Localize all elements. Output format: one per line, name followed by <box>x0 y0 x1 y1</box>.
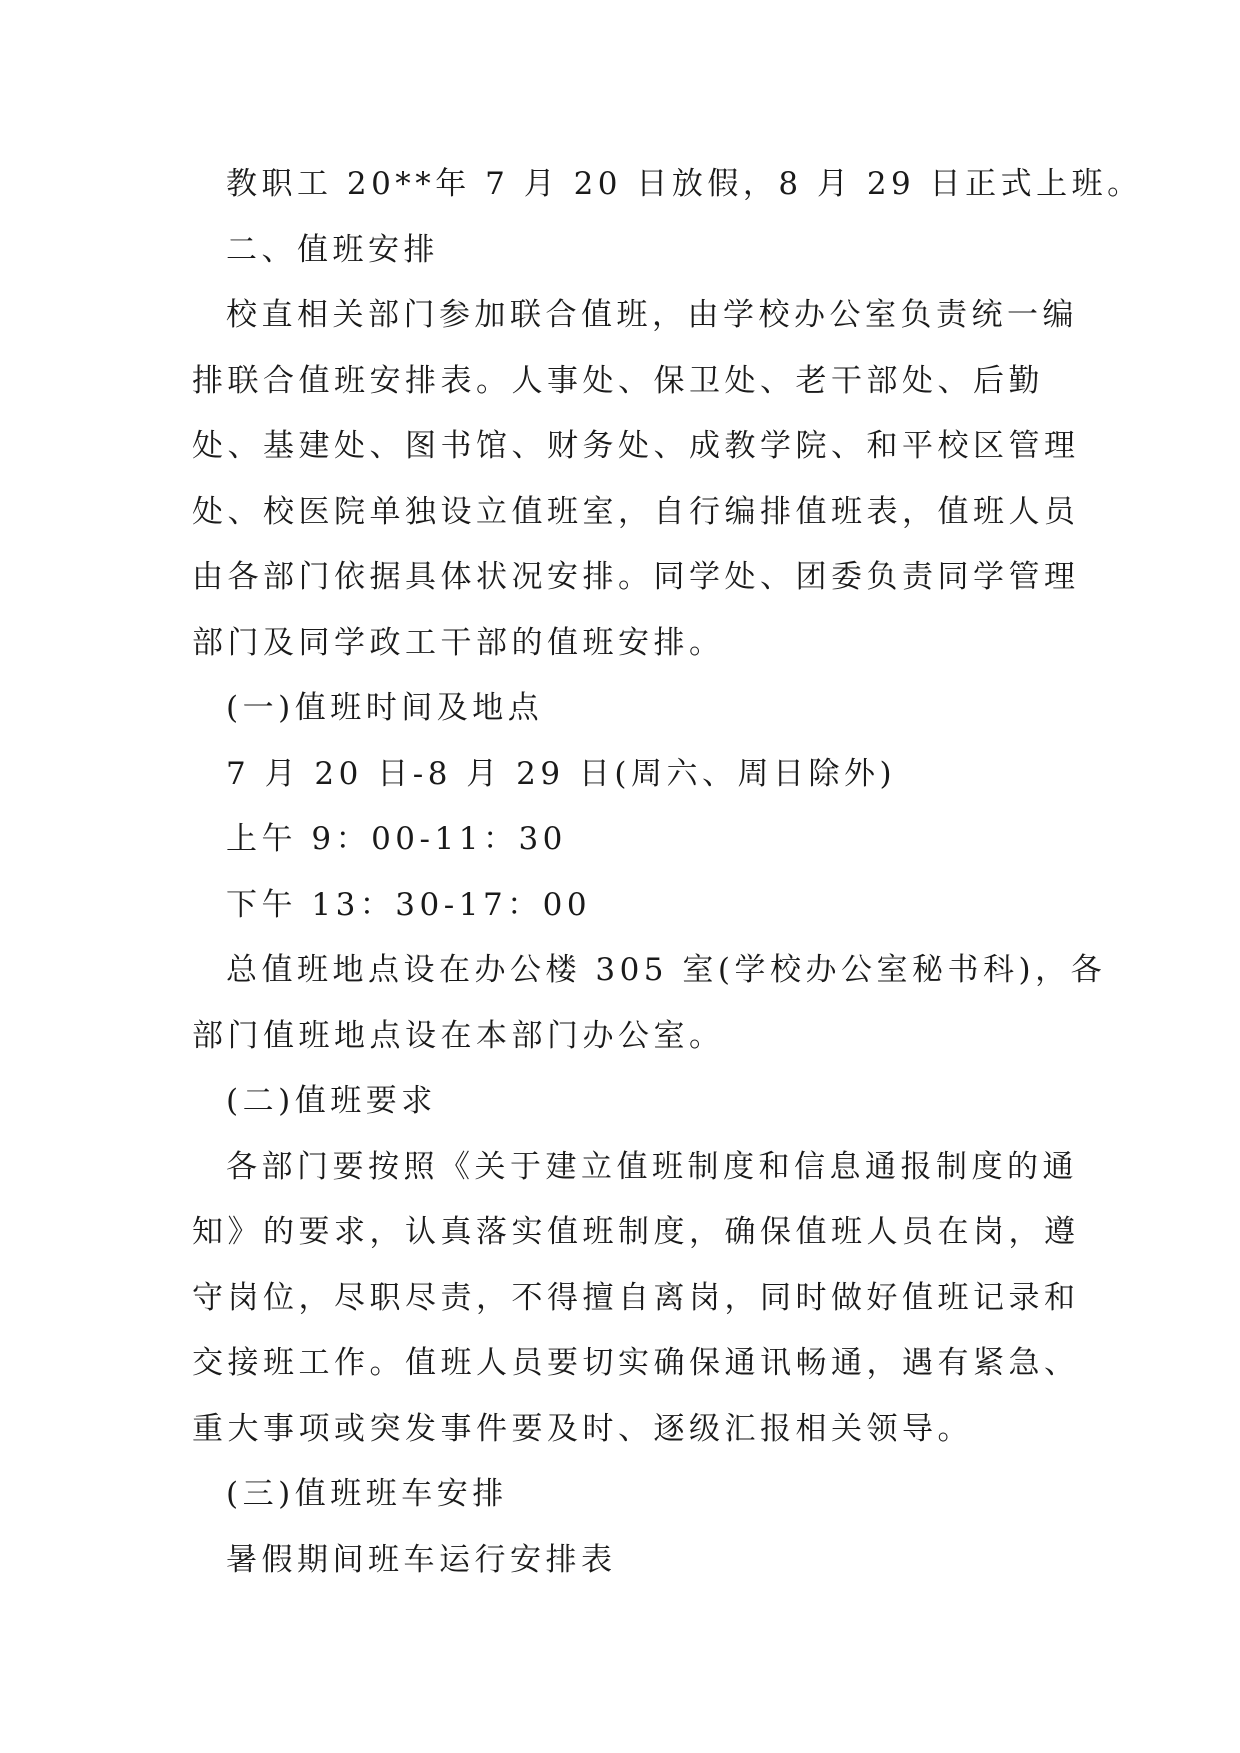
paragraph-line: 校直相关部门参加联合值班，由学校办公室负责统一编 <box>226 297 1078 333</box>
paragraph-line: 总值班地点设在办公楼 305 室(学校办公室秘书科)，各 <box>226 952 1107 988</box>
paragraph-line: 排联合值班安排表。人事处、保卫处、老干部处、后勤 <box>192 362 1044 399</box>
paragraph-line: 由各部门依据具体状况安排。同学处、团委负责同学管理 <box>192 559 1080 595</box>
subsection-heading: (二)值班要求 <box>226 1083 437 1119</box>
document-body <box>192 152 1143 1593</box>
paragraph-line: 7 月 20 日-8 月 29 日(周六、周日除外) <box>226 755 897 792</box>
paragraph-line: 重大事项或突发事件要及时、逐级汇报相关领导。 <box>192 1410 973 1447</box>
paragraph-line: 处、基建处、图书馆、财务处、成教学院、和平校区管理 <box>192 428 1080 464</box>
paragraph-line: 守岗位，尽职尽责，不得擅自离岗，同时做好值班记录和 <box>192 1279 1080 1316</box>
subsection-heading: (三)值班班车安排 <box>226 1476 508 1512</box>
paragraph-line: 交接班工作。值班人员要切实确保通讯畅通，遇有紧急、 <box>192 1345 1080 1381</box>
paragraph-line: 部门值班地点设在本部门办公室。 <box>192 1017 725 1054</box>
paragraph-line: 上午 9：00-11：30 <box>226 821 567 857</box>
paragraph-line: 部门及同学政工干部的值班安排。 <box>192 624 725 661</box>
table-caption: 暑假期间班车运行安排表 <box>226 1541 617 1578</box>
paragraph-line: 各部门要按照《关于建立值班制度和信息通报制度的通 <box>226 1148 1078 1185</box>
paragraph-line: 处、校医院单独设立值班室，自行编排值班表，值班人员 <box>192 493 1080 530</box>
paragraph-line: 知》的要求，认真落实值班制度，确保值班人员在岗，遵 <box>192 1214 1080 1250</box>
paragraph-line: 教职工 20**年 7 月 20 日放假，8 月 29 日正式上班。 <box>226 166 1143 202</box>
section-heading: 二、值班安排 <box>226 231 439 268</box>
paragraph-line: 下午 13：30-17：00 <box>226 886 592 923</box>
subsection-heading: (一)值班时间及地点 <box>226 690 544 726</box>
